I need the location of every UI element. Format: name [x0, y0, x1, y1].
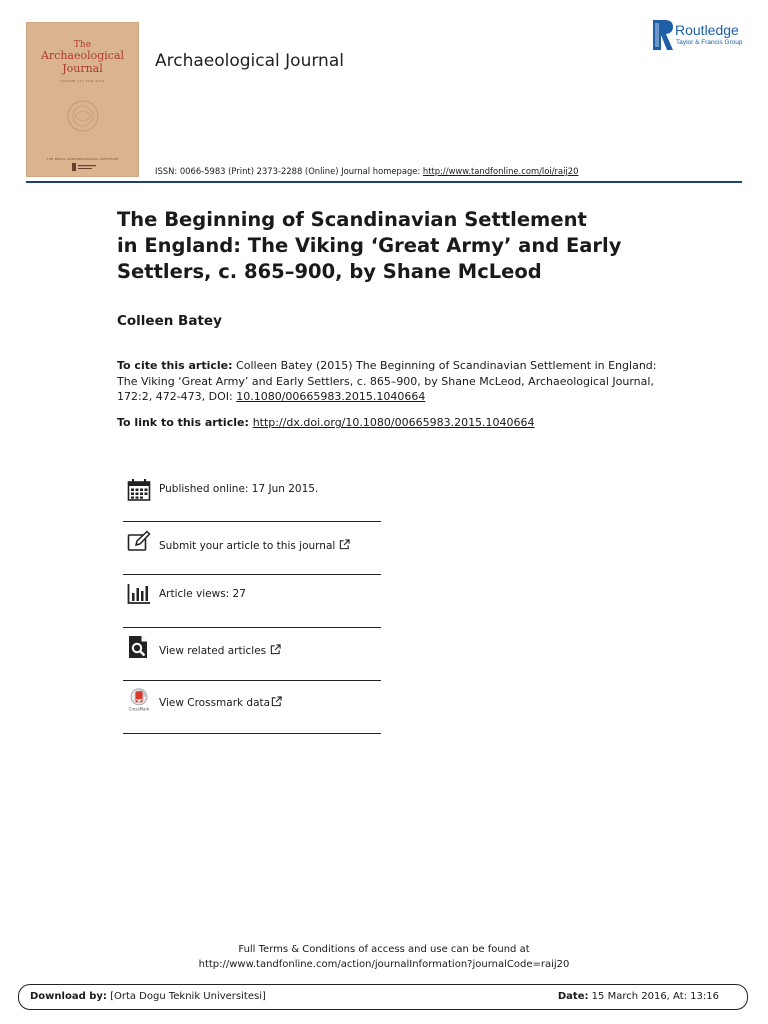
author-name: Colleen Batey: [117, 313, 222, 329]
crossmark-icon: [127, 688, 151, 712]
citation-block: [117, 358, 657, 405]
journal-cover-image: [26, 22, 139, 177]
terms-url: http://www.tandfonline.com/action/journalInformation?journalCode=raij20: [198, 959, 570, 970]
external-link-icon: [270, 644, 281, 655]
published-online-item: [123, 478, 381, 530]
cite-label: To cite this article:: [117, 359, 233, 372]
crossmark-label[interactable]: [159, 696, 282, 709]
cover-the: The: [73, 40, 92, 50]
published-online-label: Published online: 17 Jun 2015.: [159, 483, 319, 495]
cover-emblem-icon: [65, 98, 101, 134]
article-url-link[interactable]: http://dx.doi.org/10.1080/00665983.2015.1040664: [252, 416, 535, 429]
info-divider: [123, 521, 381, 522]
info-divider: [123, 574, 381, 575]
cover-volume: VOLUME 172 FOR 2015: [60, 79, 105, 83]
article-title-line3: Settlers, c. 865–900, by Shane McLeod: [117, 260, 542, 283]
external-link-icon: [339, 539, 350, 550]
download-date: [558, 991, 719, 1002]
publisher-subtitle: Taylor & Francis Group: [676, 39, 743, 46]
cover-publisher-logo-icon: [72, 163, 96, 171]
document-search-icon: [127, 635, 151, 659]
article-title-line1: The Beginning of Scandinavian Settlement: [117, 208, 587, 231]
external-link-icon: [271, 696, 282, 707]
publisher-name: Routledge: [675, 22, 739, 38]
cover-institute: THE ROYAL ARCHAEOLOGICAL INSTITUTE: [46, 157, 119, 161]
article-views-label: Article views: 27: [159, 588, 246, 600]
cite-text: Colleen Batey (2015) The Beginning of Scandinavian Settlement in England: The Viking ‘Great Army’ and Early Settlers, c. 865–900, by Shane McLeod, Archaeological Journal, 172:2, 472-473, DOI:: [117, 359, 657, 403]
issn-text: ISSN: 0066-5983 (Print) 2373-2288 (Online) Journal homepage:: [155, 166, 423, 176]
download-info-bar: [18, 984, 748, 1010]
terms-notice: [0, 942, 768, 972]
doi-link[interactable]: 10.1080/00665983.2015.1040664: [236, 390, 426, 403]
download-by-value: [Orta Dogu Teknik Universitesi]: [106, 991, 266, 1002]
info-divider: [123, 627, 381, 628]
cover-title: [31, 49, 134, 75]
cover-title-line1: Archaeological: [40, 49, 125, 62]
download-by-label: Download by:: [30, 991, 107, 1002]
terms-line1: Full Terms & Conditions of access and use can be found at: [238, 944, 530, 955]
download-date-value: 15 March 2016, At: 13:16: [588, 991, 719, 1002]
edit-icon: [127, 530, 151, 554]
download-by: [30, 991, 266, 1002]
link-label: To link to this article:: [117, 416, 253, 429]
article-title-line2: in England: The Viking ‘Great Army’ and Early: [117, 234, 622, 257]
article-title: [117, 207, 637, 285]
journal-name: Archaeological Journal: [155, 51, 344, 71]
journal-homepage-link[interactable]: http://www.tandfonline.com/loi/raij20: [422, 166, 579, 176]
related-articles-label[interactable]: [159, 644, 281, 657]
info-divider: [123, 680, 381, 681]
related-articles-text: View related articles: [159, 645, 267, 657]
info-divider: [123, 733, 381, 734]
crossmark-caption: CrossMark: [128, 706, 150, 712]
bar-chart-icon: [127, 582, 151, 606]
article-link-line: [117, 415, 677, 430]
submit-article-label[interactable]: [159, 539, 350, 552]
cover-title-line2: Journal: [62, 62, 103, 75]
download-date-label: Date:: [557, 991, 589, 1002]
publisher-logo: [653, 20, 748, 52]
calendar-icon: [127, 478, 151, 502]
crossmark-text: View Crossmark data: [159, 697, 271, 709]
submit-article-text: Submit your article to this journal: [159, 540, 336, 552]
routledge-r-icon: [653, 20, 673, 50]
header-divider: [26, 181, 742, 183]
issn-line: [155, 166, 578, 176]
